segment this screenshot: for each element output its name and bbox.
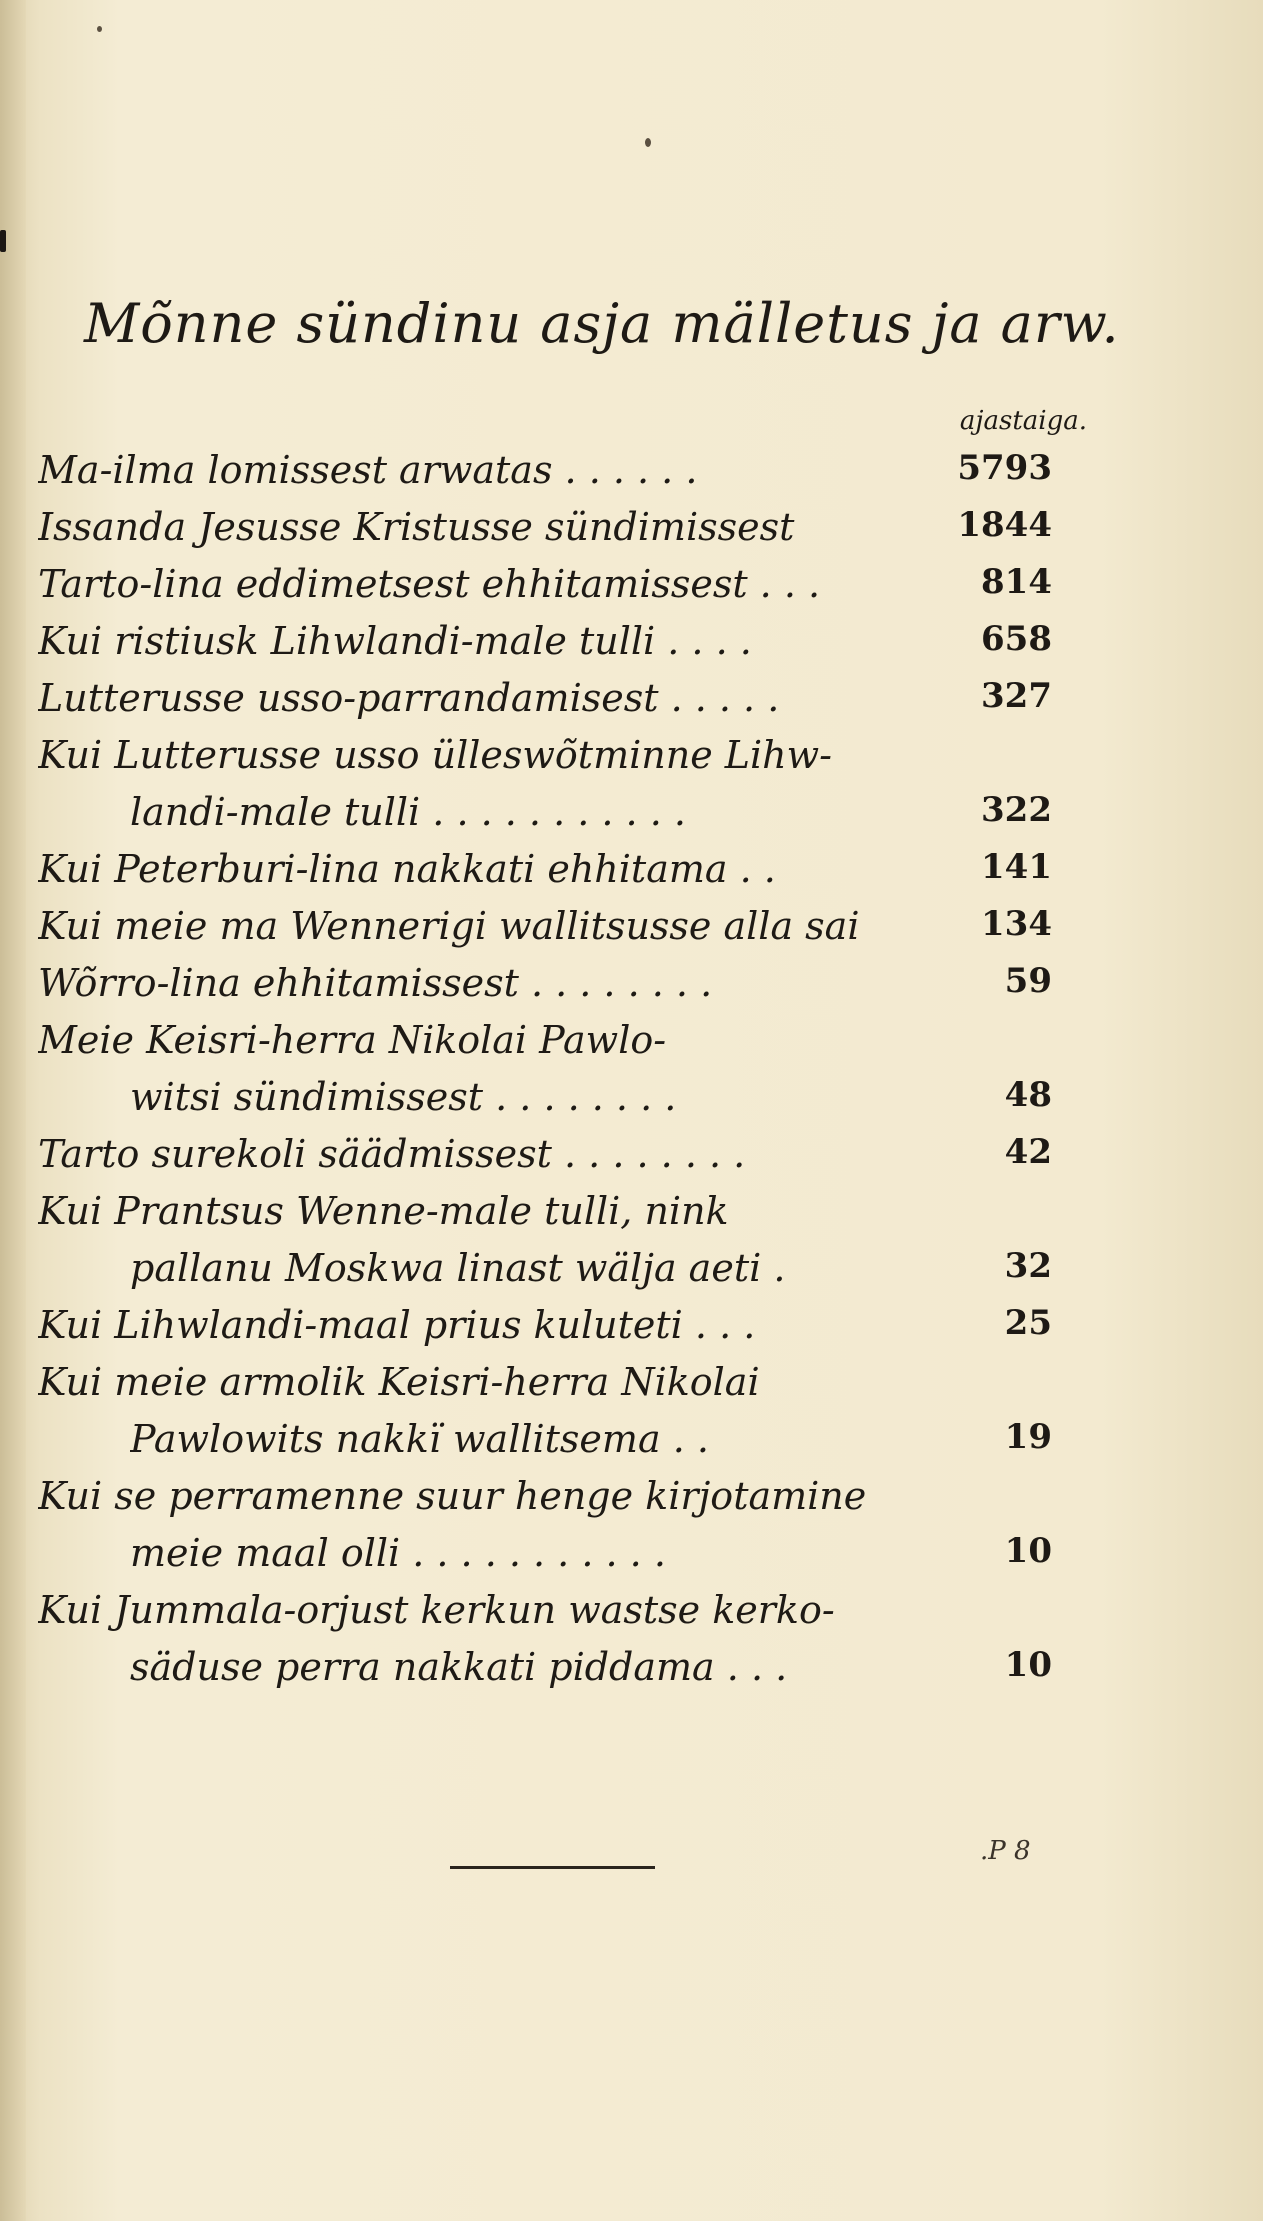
list-item	[38, 1124, 1078, 1181]
page-title: Mõnne sündinu asja mälletus ja arw.	[84, 292, 1120, 355]
item-years: 141	[981, 847, 1052, 887]
list-item	[38, 839, 1078, 896]
list-item	[38, 1295, 1078, 1352]
list-item	[38, 896, 1078, 953]
item-text: säduse perra nakkati piddama . . .	[130, 1645, 788, 1689]
column-header: ajastaiga.	[959, 406, 1087, 436]
item-years: 327	[981, 676, 1052, 716]
item-text: meie maal olli . . . . . . . . . . .	[130, 1531, 666, 1575]
item-text: witsi sündimissest . . . . . . . .	[130, 1075, 677, 1119]
list-item-continuation	[38, 782, 1078, 839]
item-years: 19	[1004, 1417, 1052, 1457]
item-text: landi-male tulli . . . . . . . . . . .	[130, 790, 686, 834]
item-text: Kui Lutterusse usso ülleswõtminne Lihw-	[38, 733, 833, 777]
item-text: Pawlowits nakkï wallitsema . .	[130, 1417, 709, 1461]
binding-mark	[0, 230, 6, 252]
item-years: 134	[981, 904, 1052, 944]
list-item-continuation	[38, 1637, 1078, 1694]
item-years: 32	[1004, 1246, 1052, 1286]
signature-mark: .P 8	[980, 1836, 1031, 1866]
list-item-continuation	[38, 1523, 1078, 1580]
item-years: 25	[1004, 1303, 1052, 1343]
item-text: Kui ristiusk Lihwlandi-male tulli . . . .	[38, 619, 752, 663]
item-years: 10	[1004, 1531, 1052, 1571]
item-years: 59	[1004, 961, 1052, 1001]
item-years: 5793	[957, 448, 1052, 488]
item-text: Kui meie ma Wennerigi wallitsusse alla sai	[38, 904, 860, 948]
list-item	[38, 611, 1078, 668]
item-years: 658	[981, 619, 1052, 659]
ink-spot	[645, 138, 651, 147]
list-item	[38, 1580, 1078, 1637]
item-years: 814	[981, 562, 1052, 602]
item-years: 42	[1004, 1132, 1052, 1172]
item-text: pallanu Moskwa linast wälja aeti .	[130, 1246, 786, 1290]
list-item	[38, 668, 1078, 725]
page-edge	[0, 0, 26, 2221]
item-years: 1844	[957, 505, 1052, 545]
ink-spot	[97, 26, 102, 32]
list-item	[38, 554, 1078, 611]
item-text: Wõrro-lina ehhitamissest . . . . . . . .	[38, 961, 713, 1005]
item-text: Kui Lihwlandi-maal prius kuluteti . . .	[38, 1303, 756, 1347]
item-text: Kui se perramenne suur henge kirjotamine	[38, 1474, 867, 1518]
list-item	[38, 1010, 1078, 1067]
list-item	[38, 1352, 1078, 1409]
item-text: Lutterusse usso-parrandamisest . . . . .	[38, 676, 780, 720]
item-years: 10	[1004, 1645, 1052, 1685]
item-text: Ma-ilma lomissest arwatas . . . . . .	[38, 448, 698, 492]
list-item	[38, 1466, 1078, 1523]
item-text: Meie Keisri-herra Nikolai Pawlo-	[38, 1018, 667, 1062]
item-text: Tarto surekoli säädmissest . . . . . . . .	[38, 1132, 746, 1176]
list-item	[38, 440, 1078, 497]
item-text: Kui meie armolik Keisri-herra Nikolai	[38, 1360, 760, 1404]
list-item-continuation	[38, 1409, 1078, 1466]
closing-rule	[450, 1866, 655, 1869]
list-item	[38, 1181, 1078, 1238]
item-text: Tarto-lina eddimetsest ehhitamissest . . .	[38, 562, 821, 606]
item-text: Kui Prantsus Wenne-male tulli, nink	[38, 1189, 729, 1233]
item-text: Issanda Jesusse Kristusse sündimissest	[38, 505, 795, 549]
item-text: Kui Peterburi-lina nakkati ehhitama . .	[38, 847, 776, 891]
chronology-list	[38, 440, 1078, 1694]
item-text: Kui Jummala-orjust kerkun wastse kerko-	[38, 1588, 835, 1632]
item-years: 48	[1004, 1075, 1052, 1115]
item-years: 322	[981, 790, 1052, 830]
list-item-continuation	[38, 1067, 1078, 1124]
list-item	[38, 953, 1078, 1010]
list-item	[38, 725, 1078, 782]
list-item-continuation	[38, 1238, 1078, 1295]
list-item	[38, 497, 1078, 554]
